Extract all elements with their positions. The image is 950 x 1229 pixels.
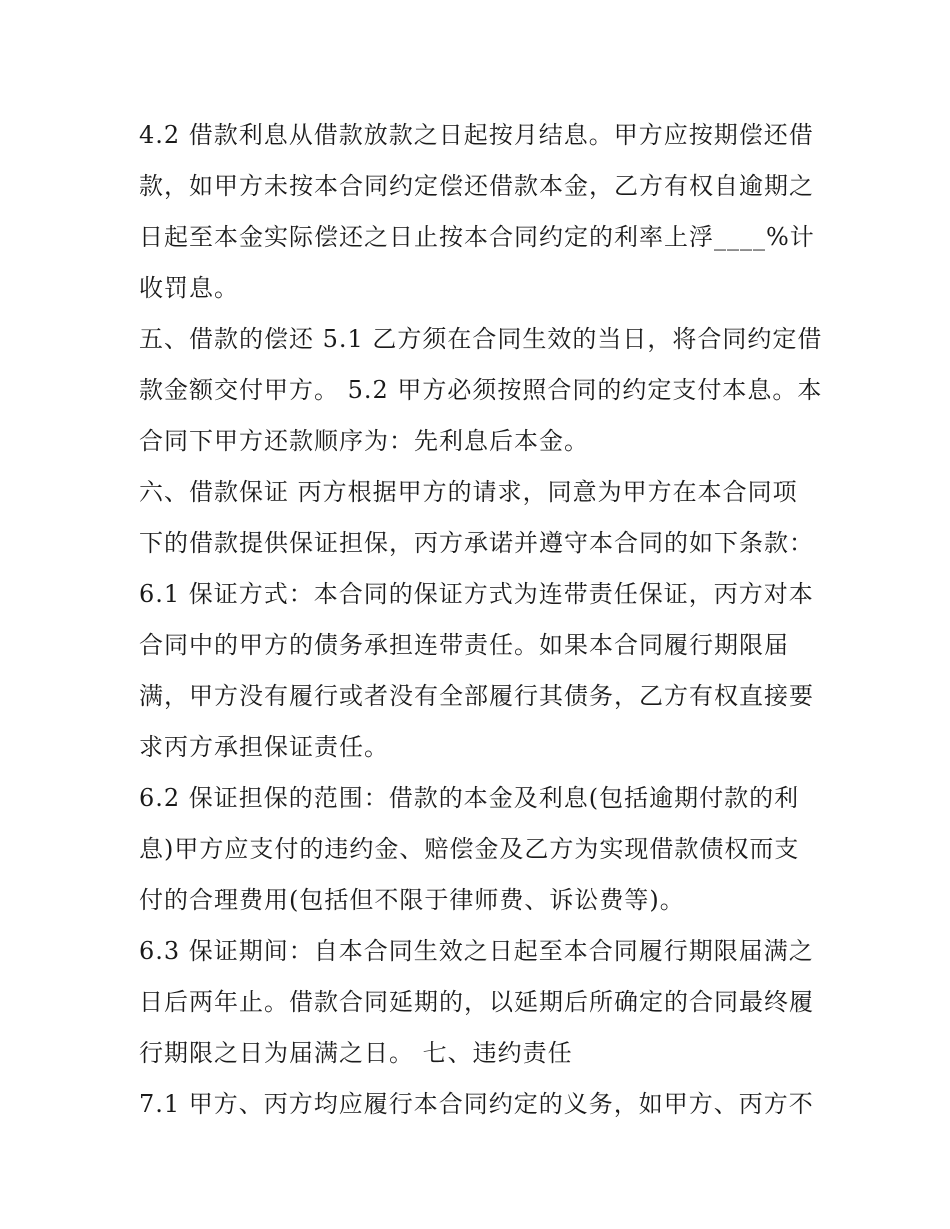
paragraph-6-guarantee <box>139 467 819 569</box>
paragraph-6-2-guarantee-scope <box>139 773 819 926</box>
text-line: 求丙方承担保证责任。 <box>139 733 389 761</box>
text-line: 日起至本金实际偿还之日止按本合同约定的利率上浮____%计 <box>139 223 815 251</box>
paragraph-5-repayment <box>139 314 823 467</box>
paragraph-6-1-guarantee-method <box>139 569 819 773</box>
paragraph-4-2-interest <box>139 110 819 314</box>
text-line: 五、借款的偿还 5.1 乙方须在合同生效的当日，将合同约定借 <box>139 325 823 353</box>
text-line: 合同下甲方还款顺序为：先利息后本金。 <box>139 427 589 455</box>
text-line: 收罚息。 <box>139 274 239 302</box>
text-line: 款金额交付甲方。 5.2 甲方必须按照合同的约定支付本息。本 <box>139 376 823 404</box>
text-line: 付的合理费用(包括但不限于律师费、诉讼费等)。 <box>139 886 685 914</box>
paragraph-6-3-guarantee-period <box>139 926 819 1079</box>
text-line: 6.2 保证担保的范围：借款的本金及利息(包括逾期付款的利 <box>139 784 800 812</box>
text-line: 6.1 保证方式：本合同的保证方式为连带责任保证，丙方对本 <box>139 580 814 608</box>
text-line: 六、借款保证 丙方根据甲方的请求，同意为甲方在本合同项 <box>139 478 798 506</box>
text-line: 满，甲方没有履行或者没有全部履行其债务，乙方有权直接要 <box>139 682 814 710</box>
text-line: 日后两年止。借款合同延期的，以延期后所确定的合同最终履 <box>139 988 814 1016</box>
text-line: 下的借款提供保证担保，丙方承诺并遵守本合同的如下条款： <box>139 529 814 557</box>
paragraph-7-1-liability <box>139 1079 819 1130</box>
text-line: 6.3 保证期间：自本合同生效之日起至本合同履行期限届满之 <box>139 937 814 965</box>
text-line: 合同中的甲方的债务承担连带责任。如果本合同履行期限届 <box>139 631 789 659</box>
text-line: 7.1 甲方、丙方均应履行本合同约定的义务，如甲方、丙方不 <box>139 1090 814 1118</box>
text-line: 行期限之日为届满之日。 七、违约责任 <box>139 1039 573 1067</box>
text-line: 款，如甲方未按本合同约定偿还借款本金，乙方有权自逾期之 <box>139 172 814 200</box>
text-line: 4.2 借款利息从借款放款之日起按月结息。甲方应按期偿还借 <box>139 121 814 149</box>
document-body <box>139 110 823 1130</box>
text-line: 息)甲方应支付的违约金、赔偿金及乙方为实现借款债权而支 <box>139 835 800 863</box>
